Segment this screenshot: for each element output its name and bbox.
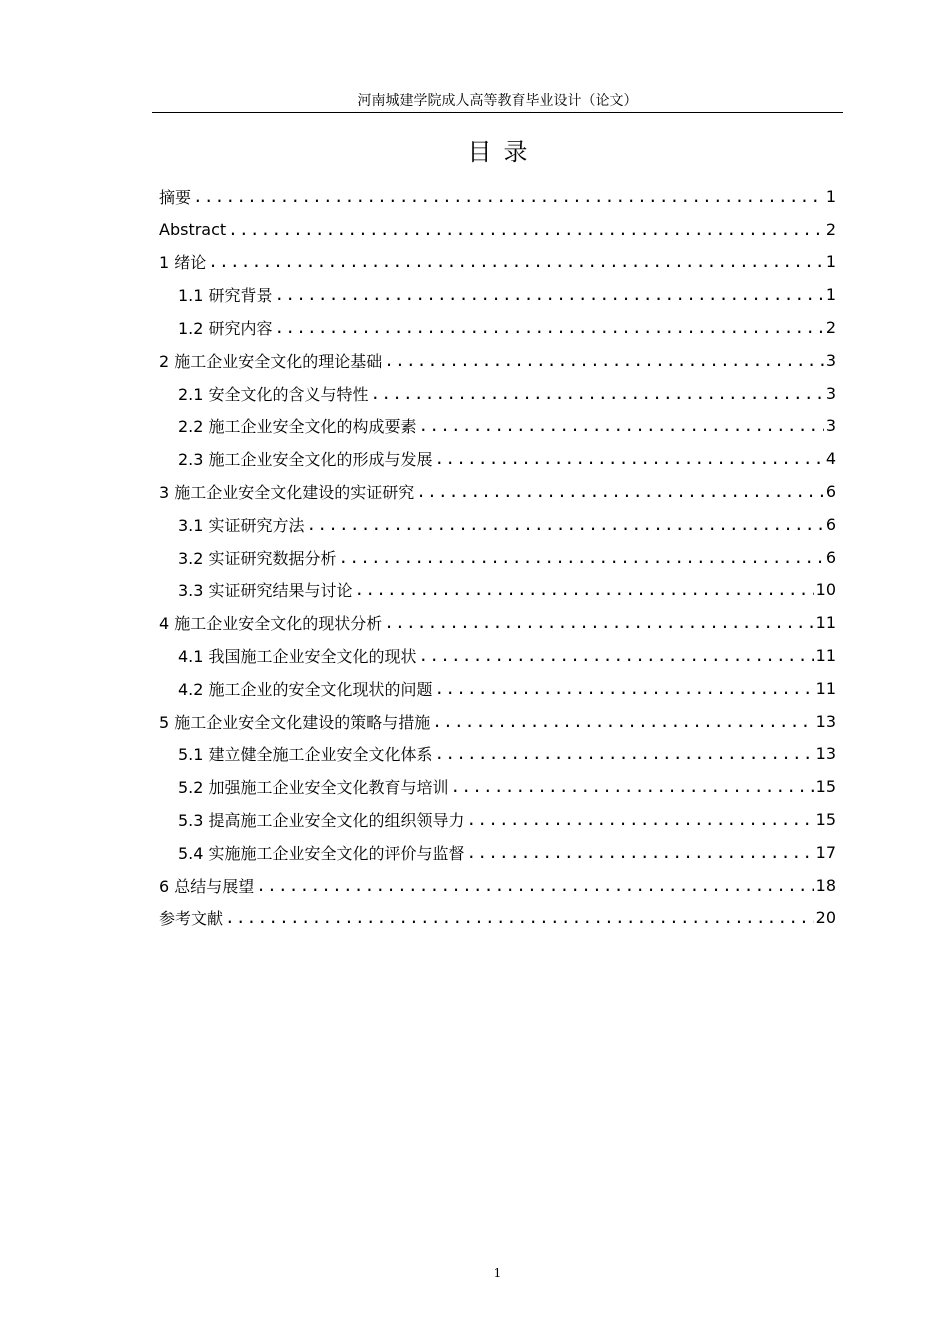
toc-leader-dots bbox=[384, 351, 824, 370]
toc-entry-label: 5.2 加强施工企业安全文化教育与培训 bbox=[178, 778, 449, 798]
toc-entry-label: 4.2 施工企业的安全文化现状的问题 bbox=[178, 679, 433, 699]
toc-entry-label: 6 总结与展望 bbox=[159, 876, 255, 896]
toc-entry-page: 2 bbox=[825, 219, 836, 239]
toc-entry-label: 3.1 实证研究方法 bbox=[178, 515, 305, 535]
toc-entry[interactable] bbox=[159, 606, 836, 639]
toc-leader-dots bbox=[193, 187, 824, 206]
toc-entry-page: 3 bbox=[825, 416, 836, 436]
toc-entry-page: 4 bbox=[825, 449, 836, 469]
toc-entry-page: 11 bbox=[815, 646, 836, 666]
toc-entry-page: 6 bbox=[825, 514, 836, 534]
toc-entry-label: 5.4 实施施工企业安全文化的评价与监督 bbox=[178, 843, 465, 863]
toc-leader-dots bbox=[384, 613, 813, 632]
page-header: 河南城建学院成人高等教育毕业设计（论文） bbox=[357, 93, 638, 109]
toc-entry-page: 1 bbox=[825, 252, 836, 272]
toc-leader-dots bbox=[435, 744, 814, 763]
toc-entry-page: 13 bbox=[815, 711, 836, 731]
toc-leader-dots bbox=[467, 810, 814, 829]
toc-entry-page: 11 bbox=[815, 613, 836, 633]
toc-entry-label: 3.2 实证研究数据分析 bbox=[178, 548, 337, 568]
toc-leader-dots bbox=[339, 548, 824, 567]
table-of-contents bbox=[159, 180, 836, 934]
toc-entry[interactable] bbox=[159, 278, 836, 311]
toc-entry-page: 17 bbox=[815, 842, 836, 862]
toc-entry-label: 5 施工企业安全文化建设的策略与措施 bbox=[159, 712, 431, 732]
toc-entry[interactable] bbox=[159, 410, 836, 443]
page-number: 1 bbox=[493, 1266, 502, 1280]
toc-entry-page: 15 bbox=[815, 777, 836, 797]
toc-leader-dots bbox=[275, 318, 824, 337]
toc-entry[interactable] bbox=[159, 246, 836, 279]
toc-entry-page: 11 bbox=[815, 678, 836, 698]
toc-entry[interactable] bbox=[159, 541, 836, 574]
toc-entry[interactable] bbox=[159, 803, 836, 836]
toc-leader-dots bbox=[451, 777, 814, 796]
toc-entry-page: 13 bbox=[815, 744, 836, 764]
toc-entry-label: 2 施工企业安全文化的理论基础 bbox=[159, 351, 383, 371]
toc-entry[interactable] bbox=[159, 836, 836, 869]
toc-entry-page: 10 bbox=[815, 580, 836, 600]
toc-leader-dots bbox=[371, 384, 824, 403]
toc-entry[interactable] bbox=[159, 869, 836, 902]
toc-entry[interactable] bbox=[159, 639, 836, 672]
toc-entry-label: 参考文献 bbox=[159, 909, 224, 929]
toc-entry[interactable] bbox=[159, 738, 836, 771]
toc-entry-page: 6 bbox=[825, 482, 836, 502]
toc-entry-label: 4 施工企业安全文化的现状分析 bbox=[159, 614, 383, 634]
toc-entry-label: 4.1 我国施工企业安全文化的现状 bbox=[178, 647, 417, 667]
toc-entry-page: 2 bbox=[825, 318, 836, 338]
toc-leader-dots bbox=[208, 252, 824, 271]
toc-entry-page: 1 bbox=[825, 285, 836, 305]
toc-leader-dots bbox=[419, 646, 814, 665]
toc-entry-page: 3 bbox=[825, 383, 836, 403]
toc-leader-dots bbox=[355, 580, 814, 599]
toc-leader-dots bbox=[228, 220, 824, 239]
toc-title: 目录 bbox=[467, 138, 540, 166]
toc-leader-dots bbox=[225, 908, 814, 927]
toc-entry-label: 3.3 实证研究结果与讨论 bbox=[178, 581, 353, 601]
toc-entry[interactable] bbox=[159, 377, 836, 410]
toc-entry-label: Abstract bbox=[159, 219, 227, 239]
toc-entry-label: 摘要 bbox=[159, 187, 192, 207]
toc-leader-dots bbox=[435, 679, 814, 698]
toc-entry[interactable] bbox=[159, 672, 836, 705]
toc-entry-label: 2.1 安全文化的含义与特性 bbox=[178, 384, 369, 404]
toc-entry[interactable] bbox=[159, 344, 836, 377]
toc-leader-dots bbox=[432, 712, 813, 731]
toc-entry[interactable] bbox=[159, 902, 836, 935]
toc-entry[interactable] bbox=[159, 770, 836, 803]
toc-entry[interactable] bbox=[159, 574, 836, 607]
toc-entry-label: 1.2 研究内容 bbox=[178, 319, 273, 339]
toc-entry[interactable] bbox=[159, 442, 836, 475]
toc-entry-label: 5.1 建立健全施工企业安全文化体系 bbox=[178, 745, 433, 765]
toc-entry[interactable] bbox=[159, 213, 836, 246]
toc-entry-page: 6 bbox=[825, 547, 836, 567]
toc-entry-label: 5.3 提高施工企业安全文化的组织领导力 bbox=[178, 811, 465, 831]
toc-leader-dots bbox=[467, 843, 814, 862]
toc-entry-page: 3 bbox=[825, 350, 836, 370]
toc-entry[interactable] bbox=[159, 311, 836, 344]
toc-entry-page: 20 bbox=[815, 908, 836, 928]
toc-leader-dots bbox=[419, 416, 824, 435]
toc-leader-dots bbox=[435, 449, 824, 468]
toc-entry[interactable] bbox=[159, 475, 836, 508]
header-divider bbox=[152, 112, 843, 113]
toc-leader-dots bbox=[275, 285, 824, 304]
toc-entry-label: 1.1 研究背景 bbox=[178, 286, 273, 306]
toc-entry-page: 1 bbox=[825, 186, 836, 206]
toc-leader-dots bbox=[416, 482, 824, 501]
toc-entry-page: 15 bbox=[815, 810, 836, 830]
toc-leader-dots bbox=[307, 515, 824, 534]
toc-leader-dots bbox=[256, 876, 813, 895]
toc-entry[interactable] bbox=[159, 180, 836, 213]
toc-entry[interactable] bbox=[159, 508, 836, 541]
toc-entry-label: 2.3 施工企业安全文化的形成与发展 bbox=[178, 450, 433, 470]
toc-entry-label: 3 施工企业安全文化建设的实证研究 bbox=[159, 483, 415, 503]
toc-entry-label: 1 绪论 bbox=[159, 253, 207, 273]
toc-entry[interactable] bbox=[159, 705, 836, 738]
toc-entry-label: 2.2 施工企业安全文化的构成要素 bbox=[178, 417, 417, 437]
toc-entry-page: 18 bbox=[815, 875, 836, 895]
